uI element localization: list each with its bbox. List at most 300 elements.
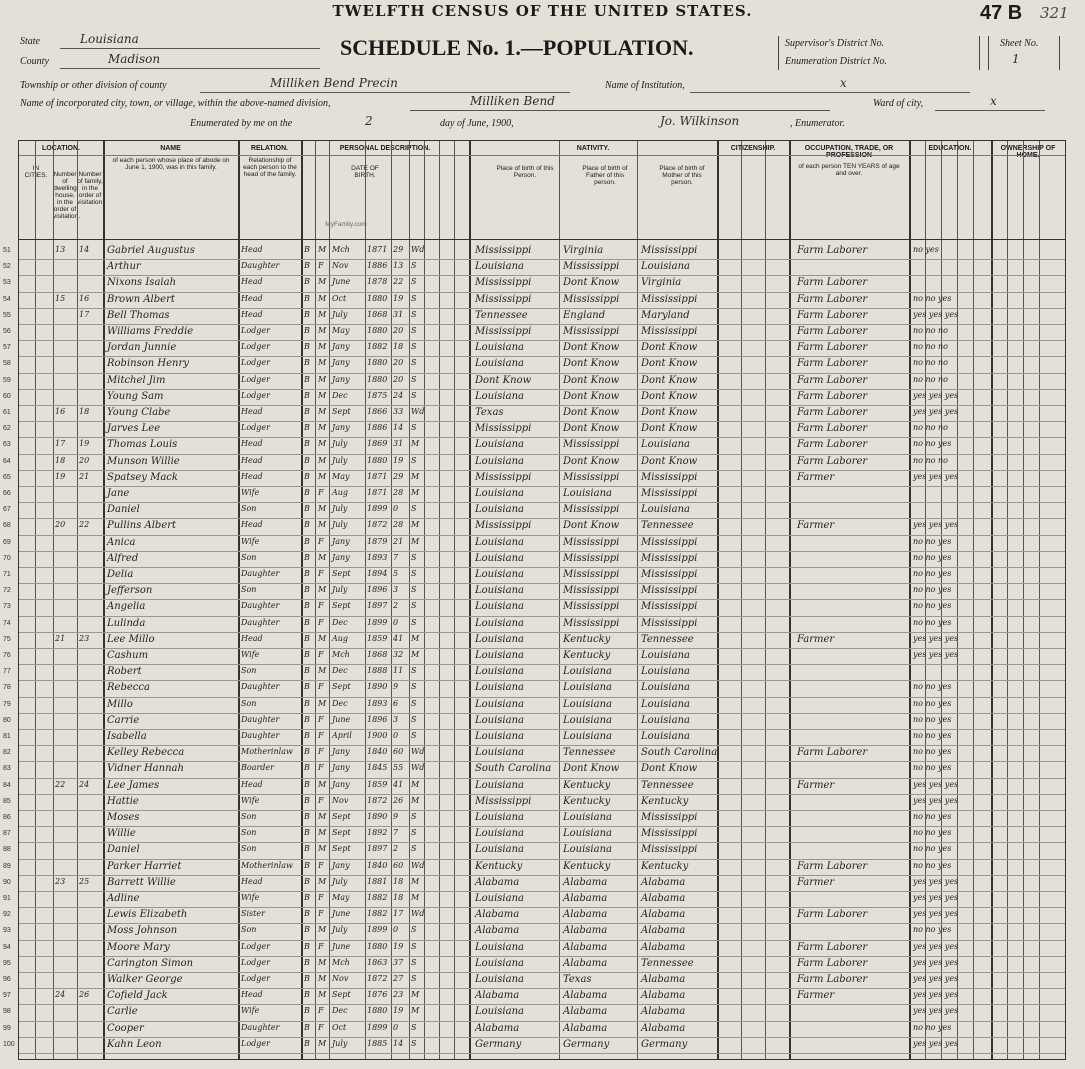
supervisor-district-label: Supervisor's District No. xyxy=(785,38,885,49)
cell-rel: Lodger xyxy=(241,358,270,368)
institution-line xyxy=(690,92,970,93)
enumerated-day: 2 xyxy=(365,114,373,128)
cell-y: 1882 xyxy=(367,893,388,902)
cell-mpob: Mississippi xyxy=(641,471,698,483)
cell-name: Parker Harriet xyxy=(107,860,182,872)
cell-rel: Son xyxy=(241,504,257,514)
cell-ms: S xyxy=(411,504,417,514)
row-divider xyxy=(19,680,1065,681)
row-divider xyxy=(19,567,1065,568)
cell-m: Mch xyxy=(332,957,350,967)
cell-ms: S xyxy=(411,666,417,676)
cell-m: Sept xyxy=(332,601,351,611)
cell-mpob: Dont Know xyxy=(641,763,698,775)
cell-fpob: Mississippi xyxy=(563,552,620,564)
cell-name: Angelia xyxy=(107,601,146,613)
cell-ms: M xyxy=(411,488,420,497)
cell-ed: no no yes xyxy=(913,585,952,595)
row-divider xyxy=(19,972,1065,973)
cell-name: Robinson Henry xyxy=(107,358,189,370)
row-divider xyxy=(19,437,1065,438)
cell-name: Jarves Lee xyxy=(107,423,161,435)
cell-c: B xyxy=(304,601,310,611)
cell-mpob: Dont Know xyxy=(641,423,698,435)
row-divider xyxy=(19,470,1065,471)
cell-age: 7 xyxy=(393,828,399,838)
cell-fam: 20 xyxy=(79,455,90,465)
row-divider xyxy=(19,356,1065,357)
cell-ms: Wd xyxy=(411,245,425,254)
state-value: Louisiana xyxy=(80,32,139,46)
cell-name: Lulinda xyxy=(107,617,146,629)
cell-pob: Louisiana xyxy=(475,552,524,564)
cell-rel: Lodger xyxy=(241,374,270,384)
cell-c: B xyxy=(304,504,310,514)
cell-s: F xyxy=(318,261,324,271)
cell-ms: Wd xyxy=(411,407,425,416)
cell-fpob: Mississippi xyxy=(563,326,620,337)
name-header: NAME xyxy=(160,145,181,152)
cell-ms: M xyxy=(411,779,420,789)
cell-dw: 15 xyxy=(55,293,66,303)
cell-age: 26 xyxy=(393,795,404,805)
cell-age: 3 xyxy=(393,585,399,595)
row-divider xyxy=(19,778,1065,779)
cell-rel: Lodger xyxy=(241,390,270,400)
cell-s: M xyxy=(318,293,327,303)
cell-age: 17 xyxy=(393,909,404,919)
cell-m: July xyxy=(332,309,348,319)
row-number: 70 xyxy=(3,554,11,562)
cell-pob: Alabama xyxy=(475,876,520,888)
cell-age: 41 xyxy=(393,633,404,643)
cell-s: F xyxy=(318,795,324,805)
cell-ed: no yes xyxy=(913,245,939,254)
cell-fpob: Mississippi xyxy=(563,293,620,305)
cell-name: Walker George xyxy=(107,974,183,985)
cell-pob: Louisiana xyxy=(475,390,524,402)
name-subheader: of each person whose place of abode on June 1, 1900, was in this family. xyxy=(112,157,230,171)
cell-ms: S xyxy=(411,261,417,271)
row-divider xyxy=(19,1004,1065,1005)
institution-label: Name of Institution, xyxy=(605,80,685,91)
cell-ed: yes yes yes xyxy=(913,990,959,1000)
cell-dw: 13 xyxy=(55,245,66,254)
cell-c: B xyxy=(304,909,310,919)
cell-c: B xyxy=(304,633,310,643)
cell-s: F xyxy=(318,731,324,740)
cell-mpob: Tennessee xyxy=(641,957,694,969)
cell-name: Willie xyxy=(107,828,136,840)
cell-rel: Son xyxy=(241,812,257,821)
cell-ed: no no yes xyxy=(913,439,952,449)
cell-y: 1868 xyxy=(367,650,388,659)
row-divider xyxy=(19,648,1065,649)
cell-age: 31 xyxy=(393,439,404,449)
cell-m: Jany xyxy=(332,374,350,384)
cell-c: B xyxy=(304,423,310,433)
cell-s: M xyxy=(318,439,327,449)
cell-m: July xyxy=(332,520,348,530)
cell-fpob: Germany xyxy=(563,1038,610,1050)
cell-s: M xyxy=(318,828,327,838)
cell-dw: 23 xyxy=(55,876,66,886)
row-number: 79 xyxy=(3,700,11,708)
cell-c: B xyxy=(304,309,310,319)
cell-mpob: Alabama xyxy=(641,1022,686,1034)
cell-y: 1900 xyxy=(367,731,388,740)
cell-rel: Wife xyxy=(241,1006,260,1016)
cell-c: B xyxy=(304,779,310,789)
ward-label: Ward of city, xyxy=(873,98,924,109)
cell-m: Dec xyxy=(332,698,348,708)
cell-ms: M xyxy=(411,439,420,449)
cell-mpob: Dont Know xyxy=(641,374,698,386)
cell-fpob: Mississippi xyxy=(563,617,620,629)
row-divider xyxy=(19,421,1065,422)
cell-m: July xyxy=(332,876,348,886)
cell-ms: S xyxy=(411,617,417,627)
cell-ed: no no yes xyxy=(913,601,952,611)
row-number: 86 xyxy=(3,814,11,821)
cell-age: 3 xyxy=(393,714,399,724)
row-divider xyxy=(19,275,1065,276)
row-number: 68 xyxy=(3,522,11,530)
cell-c: B xyxy=(304,844,310,854)
institution-value: x xyxy=(840,76,847,90)
cell-ed: no no yes xyxy=(913,1022,952,1032)
cell-ms: S xyxy=(411,925,417,935)
cell-s: M xyxy=(318,779,327,789)
cell-pob: Kentucky xyxy=(475,860,523,872)
cell-s: M xyxy=(318,342,327,352)
cell-rel: Lodger xyxy=(241,1038,270,1048)
cell-ed: no no yes xyxy=(913,293,952,303)
cell-y: 1880 xyxy=(367,941,388,951)
cell-name: Lee Millo xyxy=(107,633,155,645)
cell-y: 1894 xyxy=(367,569,388,578)
cell-occ: Farmer xyxy=(797,471,835,483)
cell-s: F xyxy=(318,860,324,870)
cell-pob: Louisiana xyxy=(475,585,524,597)
cell-name: Brown Albert xyxy=(107,293,175,305)
cell-c: B xyxy=(304,731,310,740)
cell-age: 9 xyxy=(393,812,399,821)
row-number: 66 xyxy=(3,490,11,497)
cell-age: 31 xyxy=(393,309,404,319)
cell-age: 0 xyxy=(393,925,399,935)
cell-s: M xyxy=(318,374,327,384)
cell-age: 19 xyxy=(393,455,404,465)
cell-mpob: Mississippi xyxy=(641,293,698,305)
cell-pob: Louisiana xyxy=(475,569,524,580)
cell-occ: Farmer xyxy=(797,990,835,1002)
cell-s: M xyxy=(318,423,327,433)
cell-name: Cooper xyxy=(107,1022,144,1034)
row-divider xyxy=(19,486,1065,487)
cell-m: Jany xyxy=(332,860,350,870)
cell-fpob: Louisiana xyxy=(563,731,612,742)
cell-s: F xyxy=(318,569,324,578)
cell-c: B xyxy=(304,390,310,400)
cell-c: B xyxy=(304,876,310,886)
cell-m: Jany xyxy=(332,552,350,562)
cell-mpob: Mississippi xyxy=(641,617,698,629)
row-divider xyxy=(19,859,1065,860)
cell-ed: no no no xyxy=(913,326,948,335)
cell-age: 32 xyxy=(393,650,404,659)
cell-pob: Mississippi xyxy=(475,423,532,435)
cell-fpob: Kentucky xyxy=(563,650,611,661)
cell-fpob: Louisiana xyxy=(563,714,612,726)
row-divider xyxy=(19,259,1065,260)
cell-pob: Louisiana xyxy=(475,617,524,629)
cell-c: B xyxy=(304,358,310,368)
cell-y: 1885 xyxy=(367,1038,388,1048)
sheet-value: 1 xyxy=(1012,52,1020,66)
cell-y: 1899 xyxy=(367,504,388,514)
cell-pob: Mississippi xyxy=(475,795,532,807)
township-line xyxy=(200,92,570,93)
cell-age: 29 xyxy=(393,245,404,254)
cell-ed: no no yes xyxy=(913,552,952,562)
cell-rel: Daughter xyxy=(241,569,280,578)
enumeration-district-label: Enumeration District No. xyxy=(785,56,887,67)
cell-fpob: Mississippi xyxy=(563,536,620,548)
cell-m: Sept xyxy=(332,682,351,692)
enumerated-month: day of June, 1900, xyxy=(440,118,514,129)
row-divider xyxy=(19,454,1065,455)
cell-ms: S xyxy=(411,455,417,465)
row-divider xyxy=(19,535,1065,536)
cell-rel: Head xyxy=(241,407,263,416)
cell-rel: Daughter xyxy=(241,601,280,611)
cell-c: B xyxy=(304,569,310,578)
ward-line xyxy=(935,110,1045,111)
sheet-reference-handwritten: 321 xyxy=(1040,4,1069,22)
citizenship-header: CITIZENSHIP. xyxy=(730,145,776,152)
cell-s: F xyxy=(318,747,324,757)
county-line xyxy=(60,68,320,69)
cell-s: F xyxy=(318,941,324,951)
cell-m: Dec xyxy=(332,390,348,400)
cell-ed: no no yes xyxy=(913,925,952,935)
row-number: 67 xyxy=(3,506,11,514)
cell-fpob: Mississippi xyxy=(563,601,620,613)
cell-y: 1875 xyxy=(367,390,388,400)
cell-fpob: Dont Know xyxy=(563,763,620,775)
cell-rel: Daughter xyxy=(241,714,280,724)
cell-name: Alfred xyxy=(107,552,139,564)
cell-age: 37 xyxy=(393,957,404,967)
cell-fpob: Kentucky xyxy=(563,860,611,872)
cell-c: B xyxy=(304,1038,310,1048)
cell-s: F xyxy=(318,682,324,692)
cell-pob: Louisiana xyxy=(475,633,524,645)
cell-name: Nixons Isaiah xyxy=(107,277,177,289)
cell-rel: Wife xyxy=(241,795,260,805)
city-line xyxy=(410,110,830,111)
cell-name: Young Sam xyxy=(107,390,164,402)
cell-age: 22 xyxy=(393,277,404,287)
cell-rel: Head xyxy=(241,520,263,530)
census-title: TWELFTH CENSUS OF THE UNITED STATES. xyxy=(332,2,753,20)
cell-rel: Head xyxy=(241,245,263,254)
cell-pob: Louisiana xyxy=(475,779,524,791)
cell-ed: yes yes yes xyxy=(913,1038,959,1048)
row-number: 51 xyxy=(3,247,11,254)
cell-ms: S xyxy=(411,374,417,384)
cell-pob: Germany xyxy=(475,1038,522,1050)
row-number: 75 xyxy=(3,635,11,643)
cell-y: 1886 xyxy=(367,261,388,271)
cell-c: B xyxy=(304,245,310,254)
cell-age: 6 xyxy=(393,698,399,708)
cell-rel: Son xyxy=(241,666,257,676)
cell-ms: S xyxy=(411,941,417,951)
cell-c: B xyxy=(304,828,310,838)
cell-c: B xyxy=(304,941,310,951)
cell-m: June xyxy=(332,714,351,724)
cell-mpob: Alabama xyxy=(641,925,686,937)
cell-occ: Farmer xyxy=(797,876,835,888)
cell-y: 1880 xyxy=(367,326,388,335)
cell-s: F xyxy=(318,488,324,497)
cell-mpob: Alabama xyxy=(641,974,686,985)
cell-y: 1863 xyxy=(367,957,388,967)
cell-pob: Louisiana xyxy=(475,488,524,499)
cell-m: Sept xyxy=(332,407,351,416)
row-divider xyxy=(19,308,1065,309)
cell-fpob: Alabama xyxy=(563,1006,608,1018)
row-number: 57 xyxy=(3,344,11,352)
cell-m: Dec xyxy=(332,666,348,676)
cell-s: M xyxy=(318,552,327,562)
cell-s: F xyxy=(318,893,324,902)
cell-name: Gabriel Augustus xyxy=(107,245,195,256)
cell-m: Oct xyxy=(332,1022,347,1032)
cell-age: 18 xyxy=(393,893,404,902)
cell-fpob: Louisiana xyxy=(563,698,612,710)
enumerator-name: Jo. Wilkinson xyxy=(660,114,740,128)
cell-y: 1886 xyxy=(367,423,388,433)
row-divider xyxy=(19,632,1065,633)
cell-y: 1880 xyxy=(367,358,388,368)
row-number: 99 xyxy=(3,1024,11,1032)
cell-y: 1896 xyxy=(367,714,388,724)
cell-occ: Farm Laborer xyxy=(797,309,868,321)
cell-occ: Farm Laborer xyxy=(797,407,868,418)
cell-ms: Wd xyxy=(411,909,425,919)
cell-y: 1880 xyxy=(367,293,388,303)
row-number: 74 xyxy=(3,619,11,627)
cell-m: April xyxy=(332,731,352,740)
cell-fam: 21 xyxy=(79,471,90,481)
cell-c: B xyxy=(304,326,310,335)
row-number: 95 xyxy=(3,959,11,967)
cell-fam: 17 xyxy=(79,309,90,319)
cell-y: 1876 xyxy=(367,990,388,1000)
cell-ed: no no no xyxy=(913,358,948,368)
cell-s: F xyxy=(318,909,324,919)
row-number: 83 xyxy=(3,765,11,773)
row-number: 52 xyxy=(3,263,11,271)
cell-c: B xyxy=(304,374,310,384)
row-number: 65 xyxy=(3,473,11,481)
cell-mpob: Mississippi xyxy=(641,569,698,580)
state-label: State xyxy=(20,36,40,47)
cell-fpob: Louisiana xyxy=(563,844,612,856)
cell-ed: yes yes yes xyxy=(913,876,959,886)
row-divider xyxy=(19,729,1065,730)
cell-mpob: Louisiana xyxy=(641,698,690,710)
cell-y: 1878 xyxy=(367,277,388,287)
cell-s: M xyxy=(318,504,327,514)
cell-age: 24 xyxy=(393,390,404,400)
cell-y: 1859 xyxy=(367,633,388,643)
cell-y: 1890 xyxy=(367,682,388,692)
cell-fam: 22 xyxy=(79,520,90,530)
cell-age: 60 xyxy=(393,747,404,757)
cell-pob: Alabama xyxy=(475,925,520,937)
row-number: 81 xyxy=(3,733,11,740)
row-number: 63 xyxy=(3,441,11,449)
cell-mpob: Mississippi xyxy=(641,245,698,256)
cell-pob: Alabama xyxy=(475,1022,520,1034)
cell-rel: Head xyxy=(241,779,263,789)
cell-pob: Louisiana xyxy=(475,666,524,678)
cell-m: Oct xyxy=(332,293,347,303)
row-number: 61 xyxy=(3,409,11,416)
cell-ms: S xyxy=(411,342,417,352)
cell-occ: Farm Laborer xyxy=(797,342,868,354)
cell-m: Sept xyxy=(332,828,351,838)
cell-pob: Louisiana xyxy=(475,893,524,904)
cell-ms: M xyxy=(411,795,420,805)
cell-pob: Louisiana xyxy=(475,731,524,742)
cell-fam: 23 xyxy=(79,633,90,643)
cell-occ: Farm Laborer xyxy=(797,358,868,370)
cell-ed: yes yes yes xyxy=(913,957,959,967)
cell-occ: Farm Laborer xyxy=(797,747,868,759)
cell-pob: Louisiana xyxy=(475,682,524,694)
cell-ed: no no yes xyxy=(913,812,952,821)
cell-mpob: Mississippi xyxy=(641,828,698,840)
cell-fam: 25 xyxy=(79,876,90,886)
cell-age: 0 xyxy=(393,504,399,514)
cell-s: M xyxy=(318,925,327,935)
cell-ms: S xyxy=(411,1022,417,1032)
cell-occ: Farmer xyxy=(797,779,835,791)
cell-ed: yes yes yes xyxy=(913,309,959,319)
cell-fpob: Dont Know xyxy=(563,407,620,418)
cell-c: B xyxy=(304,439,310,449)
cell-mpob: Mississippi xyxy=(641,326,698,337)
cell-fpob: Kentucky xyxy=(563,779,611,791)
cell-ms: S xyxy=(411,1038,417,1048)
cell-mpob: Tennessee xyxy=(641,633,694,645)
pob-father-header: Place of birth of Father of this person. xyxy=(582,165,628,186)
cell-age: 13 xyxy=(393,261,404,271)
cell-rel: Daughter xyxy=(241,617,280,627)
cell-ed: yes yes yes xyxy=(913,650,959,659)
cell-name: Williams Freddie xyxy=(107,326,194,337)
row-divider xyxy=(19,502,1065,503)
cell-ed: no no no xyxy=(913,455,948,465)
cell-occ: Farmer xyxy=(797,633,835,645)
cell-age: 28 xyxy=(393,488,404,497)
cell-fpob: Alabama xyxy=(563,909,608,921)
